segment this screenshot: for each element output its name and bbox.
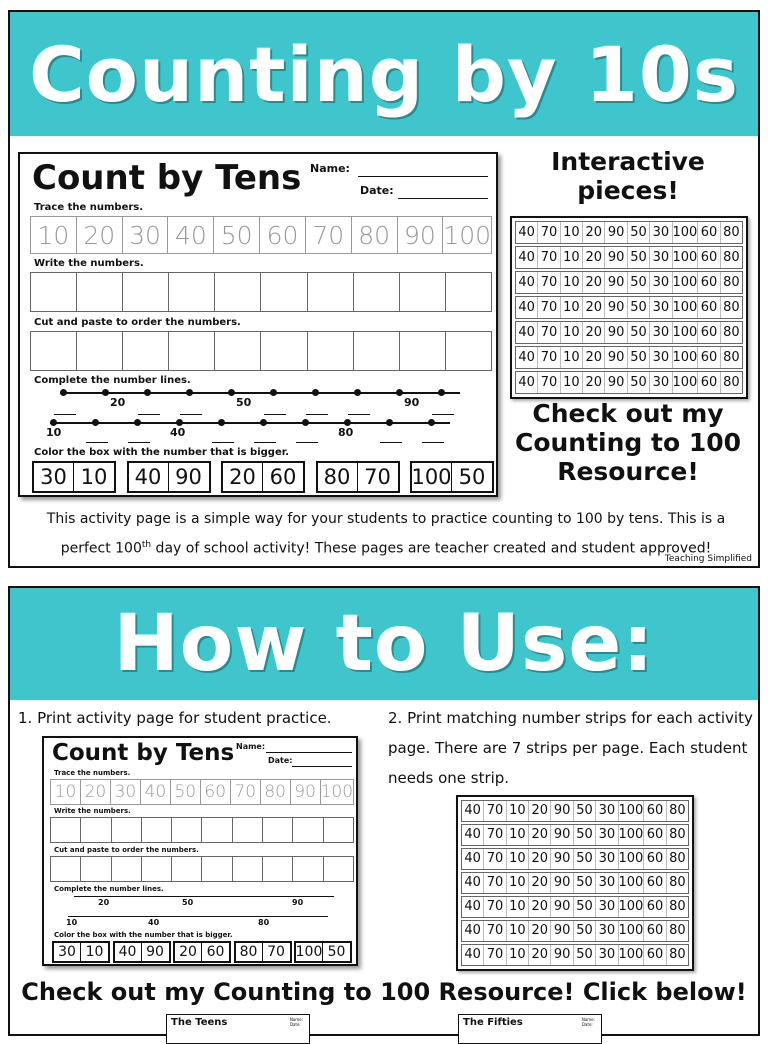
- strip-number: 100: [619, 897, 645, 917]
- strip-number: 60: [698, 372, 720, 393]
- strip-number: 90: [551, 849, 573, 869]
- name-label: Name:: [310, 162, 350, 175]
- strip-number: 30: [596, 825, 618, 845]
- number-strip[interactable]: [461, 872, 689, 894]
- trace-number: 70: [306, 217, 352, 253]
- write-label: Write the numbers.: [54, 807, 131, 815]
- worksheet-preview: [18, 152, 498, 497]
- interactive-heading: Interactive pieces!: [551, 147, 705, 205]
- strip-number: 20: [583, 322, 605, 343]
- strip-number: 70: [484, 873, 506, 893]
- worksheet-title: Count by Tens: [32, 158, 302, 198]
- strip-number: 60: [698, 322, 720, 343]
- strip-number: 100: [673, 247, 699, 268]
- preview-fifties-title: The Fifties: [463, 1017, 523, 1028]
- write-boxes: [30, 272, 492, 312]
- strip-number: 10: [507, 825, 529, 845]
- strip-number: 40: [462, 849, 484, 869]
- compare-value[interactable]: 50: [327, 944, 346, 960]
- write-label: Write the numbers.: [34, 258, 144, 269]
- strip-number: 60: [698, 272, 720, 293]
- compare-value[interactable]: 80: [236, 943, 263, 961]
- step-2: 2. Print matching number strips for each activity page. There are 7 strips per page. Each student needs one strip.: [388, 709, 753, 787]
- cut-paste-label: Cut and paste to order the numbers.: [34, 317, 241, 328]
- strip-number: 20: [583, 372, 605, 393]
- trace-number: 100: [443, 220, 492, 250]
- number-strip[interactable]: [515, 296, 743, 319]
- strip-number: 100: [619, 801, 645, 821]
- strip-number: 50: [574, 801, 596, 821]
- strip-number: 10: [561, 247, 583, 268]
- compare-value[interactable]: 40: [129, 463, 169, 491]
- strip-number: 20: [529, 801, 551, 821]
- line1-number: 20: [98, 898, 110, 907]
- strip-number: 30: [596, 801, 618, 821]
- strip-number: 40: [516, 347, 538, 368]
- strip-number: 70: [538, 297, 560, 318]
- strip-number: 20: [529, 897, 551, 917]
- strip-number: 80: [723, 275, 740, 290]
- strip-number: 100: [619, 873, 645, 893]
- strip-number: 90: [605, 272, 627, 293]
- strip-number: 10: [561, 372, 583, 393]
- strip-number: 90: [551, 945, 573, 965]
- cut-paste-boxes: [50, 856, 354, 882]
- compare-value[interactable]: 90: [175, 465, 202, 489]
- compare-value[interactable]: 40: [115, 943, 142, 961]
- preview-fifties[interactable]: [458, 1014, 602, 1044]
- strip-number: 20: [529, 921, 551, 941]
- strip-number: 10: [507, 849, 529, 869]
- strip-number: 100: [673, 272, 699, 293]
- compare-pair[interactable]: [316, 461, 400, 493]
- strip-number: 60: [644, 825, 666, 845]
- preview-fifties-fields: Name: Date:: [581, 1017, 595, 1027]
- description-line-2: perfect 100th day of school activity! These pages are teacher created and student approved!: [60, 540, 712, 557]
- strip-number: 60: [644, 849, 666, 869]
- number-strip[interactable]: [461, 824, 689, 846]
- strip-number: 50: [628, 247, 650, 268]
- number-strip[interactable]: [515, 246, 743, 269]
- trace-number: 80: [352, 217, 398, 253]
- compare-value[interactable]: 10: [85, 944, 104, 960]
- strip-number: 70: [538, 372, 560, 393]
- date-label: Date:: [268, 756, 293, 765]
- strip-number: 40: [462, 825, 484, 845]
- strip-number: 10: [561, 297, 583, 318]
- strip-number: 60: [698, 247, 720, 268]
- number-strip[interactable]: [515, 271, 743, 294]
- compare-value[interactable]: 60: [269, 465, 297, 489]
- strip-number: 100: [619, 849, 645, 869]
- strip-number: 70: [484, 801, 506, 821]
- date-line: [398, 198, 488, 199]
- strip-number: 60: [698, 222, 720, 243]
- strip-number: 50: [628, 297, 650, 318]
- trace-number: 10: [31, 217, 77, 253]
- counting-by-tens-panel: [8, 10, 760, 568]
- strip-number: 90: [551, 825, 573, 845]
- strip-number: 20: [529, 873, 551, 893]
- compare-value[interactable]: 100: [295, 944, 323, 960]
- strip-number: 20: [529, 945, 551, 965]
- strip-number: 100: [619, 921, 645, 941]
- strip-number: 40: [462, 801, 484, 821]
- line2-number: 40: [148, 918, 160, 927]
- strip-number: 50: [628, 272, 650, 293]
- compare-pair[interactable]: [127, 461, 211, 493]
- strip-number: 50: [628, 347, 650, 368]
- strip-number: 90: [551, 897, 573, 917]
- strip-number: 30: [650, 272, 672, 293]
- strip-number: 100: [673, 322, 699, 343]
- trace-number: 70: [231, 780, 261, 804]
- cut-paste-label: Cut and paste to order the numbers.: [54, 846, 199, 854]
- compare-value[interactable]: 20: [223, 463, 263, 491]
- line1-number: 50: [182, 898, 194, 907]
- compare-pair[interactable]: [294, 941, 352, 963]
- strip-number: 20: [583, 247, 605, 268]
- strip-number: 10: [507, 921, 529, 941]
- line1-number: 90: [292, 898, 304, 907]
- compare-pair[interactable]: [32, 461, 116, 493]
- strip-number: 70: [538, 247, 560, 268]
- how-to-use-banner: [10, 588, 758, 700]
- compare-pairs: [32, 461, 494, 493]
- strip-number: 10: [507, 801, 529, 821]
- line1-number: 50: [236, 396, 252, 409]
- numberline-label: Complete the number lines.: [34, 375, 191, 386]
- trace-number: 20: [81, 780, 111, 804]
- color-box-label: Color the box with the number that is bigger.: [34, 447, 290, 458]
- strip-number: 50: [574, 825, 596, 845]
- strip-number: 30: [596, 873, 618, 893]
- trace-number: 30: [111, 780, 141, 804]
- trace-label: Trace the numbers.: [54, 769, 131, 777]
- strip-number: 80: [723, 350, 740, 365]
- compare-value[interactable]: 30: [54, 943, 81, 961]
- strip-number: 80: [669, 803, 686, 818]
- trace-number: 30: [123, 217, 169, 253]
- strip-number: 50: [574, 945, 596, 965]
- numberline-label: Complete the number lines.: [54, 885, 164, 893]
- credit-text: Teaching Simplified: [664, 554, 752, 564]
- trace-number: 60: [260, 217, 306, 253]
- strip-number: 30: [596, 897, 618, 917]
- preview-teens-fields: Name: Date:: [289, 1017, 303, 1027]
- number-strip[interactable]: [515, 346, 743, 369]
- line2-number: 10: [66, 918, 78, 927]
- strip-number: 70: [484, 849, 506, 869]
- strip-number: 100: [619, 825, 645, 845]
- strip-number: 40: [516, 322, 538, 343]
- strip-number: 100: [619, 945, 645, 965]
- line1-number: 20: [110, 396, 126, 409]
- number-strips: [510, 216, 748, 399]
- how-to-use-panel: [8, 586, 760, 1036]
- strip-number: 10: [561, 272, 583, 293]
- strip-number: 30: [650, 372, 672, 393]
- strip-number: 80: [669, 899, 686, 914]
- strip-number: 70: [484, 897, 506, 917]
- compare-pair[interactable]: [221, 461, 305, 493]
- title-banner: [10, 12, 758, 136]
- compare-value[interactable]: 50: [458, 465, 486, 489]
- promo-text: Check out my Counting to 100 Resource!: [514, 399, 742, 486]
- number-strip[interactable]: [461, 920, 689, 942]
- strip-number: 50: [628, 222, 650, 243]
- trace-numbers-row: [50, 779, 354, 805]
- step-1: 1. Print activity page for student practice.: [18, 709, 332, 727]
- strip-number: 80: [723, 325, 740, 340]
- banner-title: Counting by 10s: [29, 29, 739, 119]
- number-strip[interactable]: [515, 221, 743, 244]
- worksheet-preview-small: [42, 736, 358, 966]
- strip-number: 70: [484, 945, 506, 965]
- strip-number: 60: [644, 921, 666, 941]
- trace-number: 80: [261, 780, 291, 804]
- compare-pairs: [52, 941, 352, 963]
- trace-numbers-row: [30, 216, 492, 254]
- trace-number: 10: [51, 780, 81, 804]
- compare-value[interactable]: 80: [318, 463, 358, 491]
- name-line: [358, 176, 488, 177]
- strip-number: 20: [583, 272, 605, 293]
- strip-number: 20: [529, 825, 551, 845]
- strip-number: 70: [484, 825, 506, 845]
- strip-number: 90: [605, 372, 627, 393]
- strip-number: 70: [538, 322, 560, 343]
- strip-number: 100: [673, 347, 699, 368]
- strip-number: 80: [723, 300, 740, 315]
- write-boxes: [50, 817, 354, 843]
- compare-value[interactable]: 20: [175, 943, 202, 961]
- strip-number: 60: [698, 297, 720, 318]
- name-label: Name:: [236, 742, 266, 751]
- description: [30, 506, 742, 562]
- strip-number: 20: [583, 297, 605, 318]
- strip-number: 70: [538, 222, 560, 243]
- strip-number: 90: [605, 247, 627, 268]
- strip-number: 70: [484, 921, 506, 941]
- date-line: [292, 766, 352, 767]
- strip-number: 100: [673, 372, 699, 393]
- color-box-label: Color the box with the number that is bigger.: [54, 931, 233, 939]
- strip-number: 10: [507, 897, 529, 917]
- compare-pair[interactable]: [52, 941, 110, 963]
- strip-number: 100: [673, 297, 699, 318]
- strip-number: 20: [583, 222, 605, 243]
- compare-pair[interactable]: [410, 461, 494, 493]
- number-strip[interactable]: [461, 896, 689, 918]
- strip-number: 50: [574, 873, 596, 893]
- strip-number: 40: [462, 897, 484, 917]
- strip-number: 10: [507, 945, 529, 965]
- strip-number: 60: [698, 347, 720, 368]
- number-strip[interactable]: [461, 848, 689, 870]
- strip-number: 40: [462, 945, 484, 965]
- trace-number: 60: [201, 780, 231, 804]
- strip-number: 40: [462, 873, 484, 893]
- strip-number: 60: [644, 873, 666, 893]
- strip-number: 80: [723, 375, 740, 390]
- strip-number: 30: [650, 297, 672, 318]
- compare-pair[interactable]: [234, 941, 292, 963]
- strip-number: 10: [507, 873, 529, 893]
- compare-value[interactable]: 70: [364, 465, 391, 489]
- strip-number: 50: [574, 849, 596, 869]
- trace-label: Trace the numbers.: [34, 202, 144, 213]
- number-strip[interactable]: [515, 321, 743, 344]
- strip-number: 80: [669, 923, 686, 938]
- trace-number: 90: [291, 780, 321, 804]
- strip-number: 80: [669, 947, 686, 962]
- strip-number: 10: [561, 222, 583, 243]
- strip-number: 20: [529, 849, 551, 869]
- strip-number: 50: [628, 322, 650, 343]
- compare-value[interactable]: 90: [146, 944, 164, 960]
- compare-pair[interactable]: [113, 941, 171, 963]
- strip-number: 30: [650, 222, 672, 243]
- description-line-1: This activity page is a simple way for your students to practice counting to 100 by tens. This is a: [46, 511, 726, 527]
- number-strip[interactable]: [461, 800, 689, 822]
- trace-number: 40: [141, 780, 171, 804]
- compare-pair[interactable]: [173, 941, 231, 963]
- strip-number: 80: [669, 851, 686, 866]
- strip-number: 90: [605, 347, 627, 368]
- strip-number: 90: [551, 801, 573, 821]
- strip-number: 90: [551, 873, 573, 893]
- strip-number: 90: [605, 297, 627, 318]
- strip-number: 30: [650, 247, 672, 268]
- strip-number: 60: [644, 897, 666, 917]
- strip-number: 80: [723, 250, 740, 265]
- trace-number: 100: [320, 782, 354, 802]
- line2-number: 40: [170, 426, 186, 439]
- strip-number: 60: [644, 945, 666, 965]
- cut-paste-boxes: [30, 331, 492, 371]
- line1-number: 90: [404, 396, 420, 409]
- compare-value[interactable]: 30: [34, 463, 74, 491]
- strip-number: 10: [561, 322, 583, 343]
- strip-number: 50: [574, 897, 596, 917]
- strip-number: 40: [462, 921, 484, 941]
- banner-title: How to Use:: [113, 599, 655, 689]
- compare-value[interactable]: 10: [80, 465, 108, 489]
- trace-number: 20: [77, 217, 123, 253]
- trace-number: 40: [168, 217, 214, 253]
- trace-number: 50: [171, 780, 201, 804]
- number-strips: [456, 795, 694, 971]
- strip-number: 70: [538, 272, 560, 293]
- strip-number: 100: [673, 222, 699, 243]
- strip-number: 30: [596, 849, 618, 869]
- strip-number: 90: [605, 222, 627, 243]
- preview-teens[interactable]: [166, 1014, 310, 1044]
- strip-number: 40: [516, 247, 538, 268]
- strip-number: 30: [650, 347, 672, 368]
- call-to-action[interactable]: Check out my Counting to 100 Resource! Click below!: [21, 978, 747, 1006]
- worksheet-title: Count by Tens: [52, 740, 235, 766]
- strip-number: 40: [516, 222, 538, 243]
- strip-number: 60: [644, 801, 666, 821]
- line2-number: 80: [258, 918, 270, 927]
- strip-number: 40: [516, 297, 538, 318]
- compare-value[interactable]: 60: [206, 944, 225, 960]
- strip-number: 10: [561, 347, 583, 368]
- trace-number: 90: [398, 217, 444, 253]
- number-strip[interactable]: [515, 371, 743, 394]
- trace-number: 50: [214, 217, 260, 253]
- strip-number: 90: [551, 921, 573, 941]
- strip-number: 70: [538, 347, 560, 368]
- strip-number: 80: [669, 827, 686, 842]
- compare-value[interactable]: 70: [267, 944, 285, 960]
- strip-number: 90: [605, 322, 627, 343]
- strip-number: 80: [723, 225, 740, 240]
- strip-number: 50: [574, 921, 596, 941]
- strip-number: 40: [516, 272, 538, 293]
- strip-number: 50: [628, 372, 650, 393]
- strip-number: 30: [596, 921, 618, 941]
- line2-number: 10: [46, 426, 62, 439]
- strip-number: 30: [650, 322, 672, 343]
- name-line: [266, 752, 352, 753]
- strip-number: 80: [669, 875, 686, 890]
- preview-teens-title: The Teens: [171, 1017, 228, 1028]
- number-strip[interactable]: [461, 944, 689, 966]
- strip-number: 20: [583, 347, 605, 368]
- compare-value[interactable]: 100: [411, 465, 452, 489]
- strip-number: 40: [516, 372, 538, 393]
- line2-number: 80: [338, 426, 354, 439]
- date-label: Date:: [360, 184, 394, 197]
- strip-number: 30: [596, 945, 618, 965]
